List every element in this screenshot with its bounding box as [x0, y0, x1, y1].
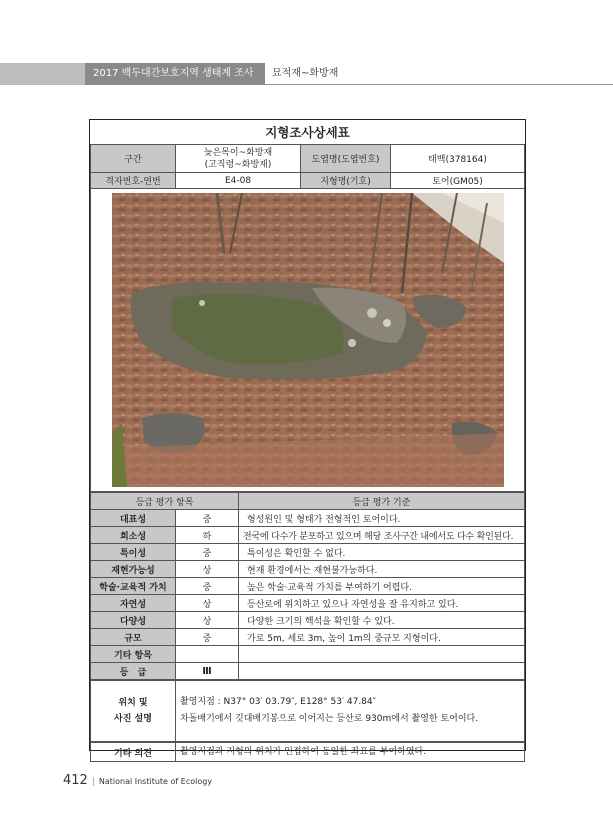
eval-name: 희소성	[91, 527, 176, 544]
section-value	[176, 145, 301, 173]
page-number: 412	[63, 773, 88, 788]
eval-row	[91, 561, 525, 578]
grid-value: E4-08	[176, 173, 301, 189]
eval-row	[91, 510, 525, 527]
landform-photo	[112, 193, 504, 487]
eval-grade: Ⅲ	[176, 663, 239, 680]
eval-row	[91, 527, 525, 544]
eval-grade: 중	[176, 629, 239, 646]
eval-criteria: 높은 학술·교육적 가치를 부여하기 어렵다.	[239, 578, 525, 595]
eval-grade	[176, 646, 239, 663]
misc-value: 촬영지점과 지형의 위치가 인접하여 동일한 좌표를 부여하였다.	[176, 743, 525, 762]
eval-grade: 하	[176, 527, 239, 544]
misc-table	[90, 742, 525, 762]
eval-grade: 상	[176, 561, 239, 578]
eval-criteria: 특이성은 확인할 수 없다.	[239, 544, 525, 561]
eval-name: 재현가능성	[91, 561, 176, 578]
section-value-line1: 늦은목이~화방재	[203, 147, 273, 158]
footer-separator: |	[91, 777, 95, 787]
section-value-line2: (고직령~화방재)	[204, 159, 272, 170]
location-label-line1: 위치 및	[118, 698, 148, 708]
eval-row	[91, 595, 525, 612]
eval-criteria: 등산로에 위치하고 있으나 자연성을 잘 유지하고 있다.	[239, 595, 525, 612]
eval-row	[91, 612, 525, 629]
eval-grade: 중	[176, 544, 239, 561]
location-line2: 차돌배기에서 깃대배기봉으로 이어지는 등산로 930m에서 촬영한 토어이다.	[180, 714, 479, 724]
eval-grade: 상	[176, 595, 239, 612]
eval-grade: 중	[176, 578, 239, 595]
eval-name: 등 급	[91, 663, 176, 680]
header-accent-block	[0, 63, 85, 85]
eval-name: 규모	[91, 629, 176, 646]
location-line1: 촬영지점 : N37° 03′ 03.79″, E128° 53′ 47.84″	[180, 697, 376, 707]
footer-org: National Institute of Ecology	[98, 777, 213, 786]
eval-name: 기타 항목	[91, 646, 176, 663]
eval-row	[91, 646, 525, 663]
header-rule	[265, 84, 613, 85]
eval-name: 특이성	[91, 544, 176, 561]
eval-name: 대표성	[91, 510, 176, 527]
map-label: 도엽명(도엽번호)	[301, 145, 391, 173]
info-table	[90, 120, 525, 492]
landform-survey-form	[89, 119, 526, 759]
eval-row	[91, 578, 525, 595]
eval-grade: 상	[176, 612, 239, 629]
eval-name: 학술·교육적 가치	[91, 578, 176, 595]
page-footer	[63, 773, 212, 788]
grade-evaluation-table	[90, 492, 525, 680]
location-value	[176, 681, 525, 742]
eval-criteria	[239, 646, 525, 663]
eval-row	[91, 629, 525, 646]
landform-label: 지형명(기호)	[301, 173, 391, 189]
eval-name: 다양성	[91, 612, 176, 629]
header-route: 묘적재∼화방재	[272, 68, 339, 79]
eval-grade: 중	[176, 510, 239, 527]
eval-criteria: 형성원인 및 형태가 전형적인 토어이다.	[239, 510, 525, 527]
eval-criteria: 현재 환경에서는 재현불가능하다.	[239, 561, 525, 578]
eval-name: 자연성	[91, 595, 176, 612]
section-label: 구간	[91, 145, 176, 173]
map-value: 태백(378164)	[391, 145, 525, 173]
page-header	[0, 63, 613, 85]
eval-criteria: 가로 5m, 세로 3m, 높이 1m의 중규모 지형이다.	[239, 629, 525, 646]
form-title: 지형조사상세표	[91, 120, 525, 145]
header-section-title: 2017 백두대간보호지역 생태계 조사	[85, 63, 265, 85]
location-table	[90, 680, 525, 742]
location-label	[91, 681, 176, 742]
landform-value: 토어(GM05)	[391, 173, 525, 189]
eval-criteria-header: 등급 평가 기준	[239, 493, 525, 510]
grid-label: 격자번호-연번	[91, 173, 176, 189]
eval-item-header: 등급 평가 항목	[91, 493, 239, 510]
eval-row	[91, 663, 525, 680]
misc-label: 기타 의견	[91, 743, 176, 762]
eval-criteria: 전국에 다수가 분포하고 있으며 해당 조사구간 내에서도 다수 확인된다.	[239, 527, 525, 544]
eval-criteria	[239, 663, 525, 680]
eval-row	[91, 544, 525, 561]
location-label-line2: 사진 설명	[114, 714, 152, 724]
photo-cell	[91, 189, 525, 492]
eval-criteria: 다양한 크기의 핵석을 확인할 수 있다.	[239, 612, 525, 629]
